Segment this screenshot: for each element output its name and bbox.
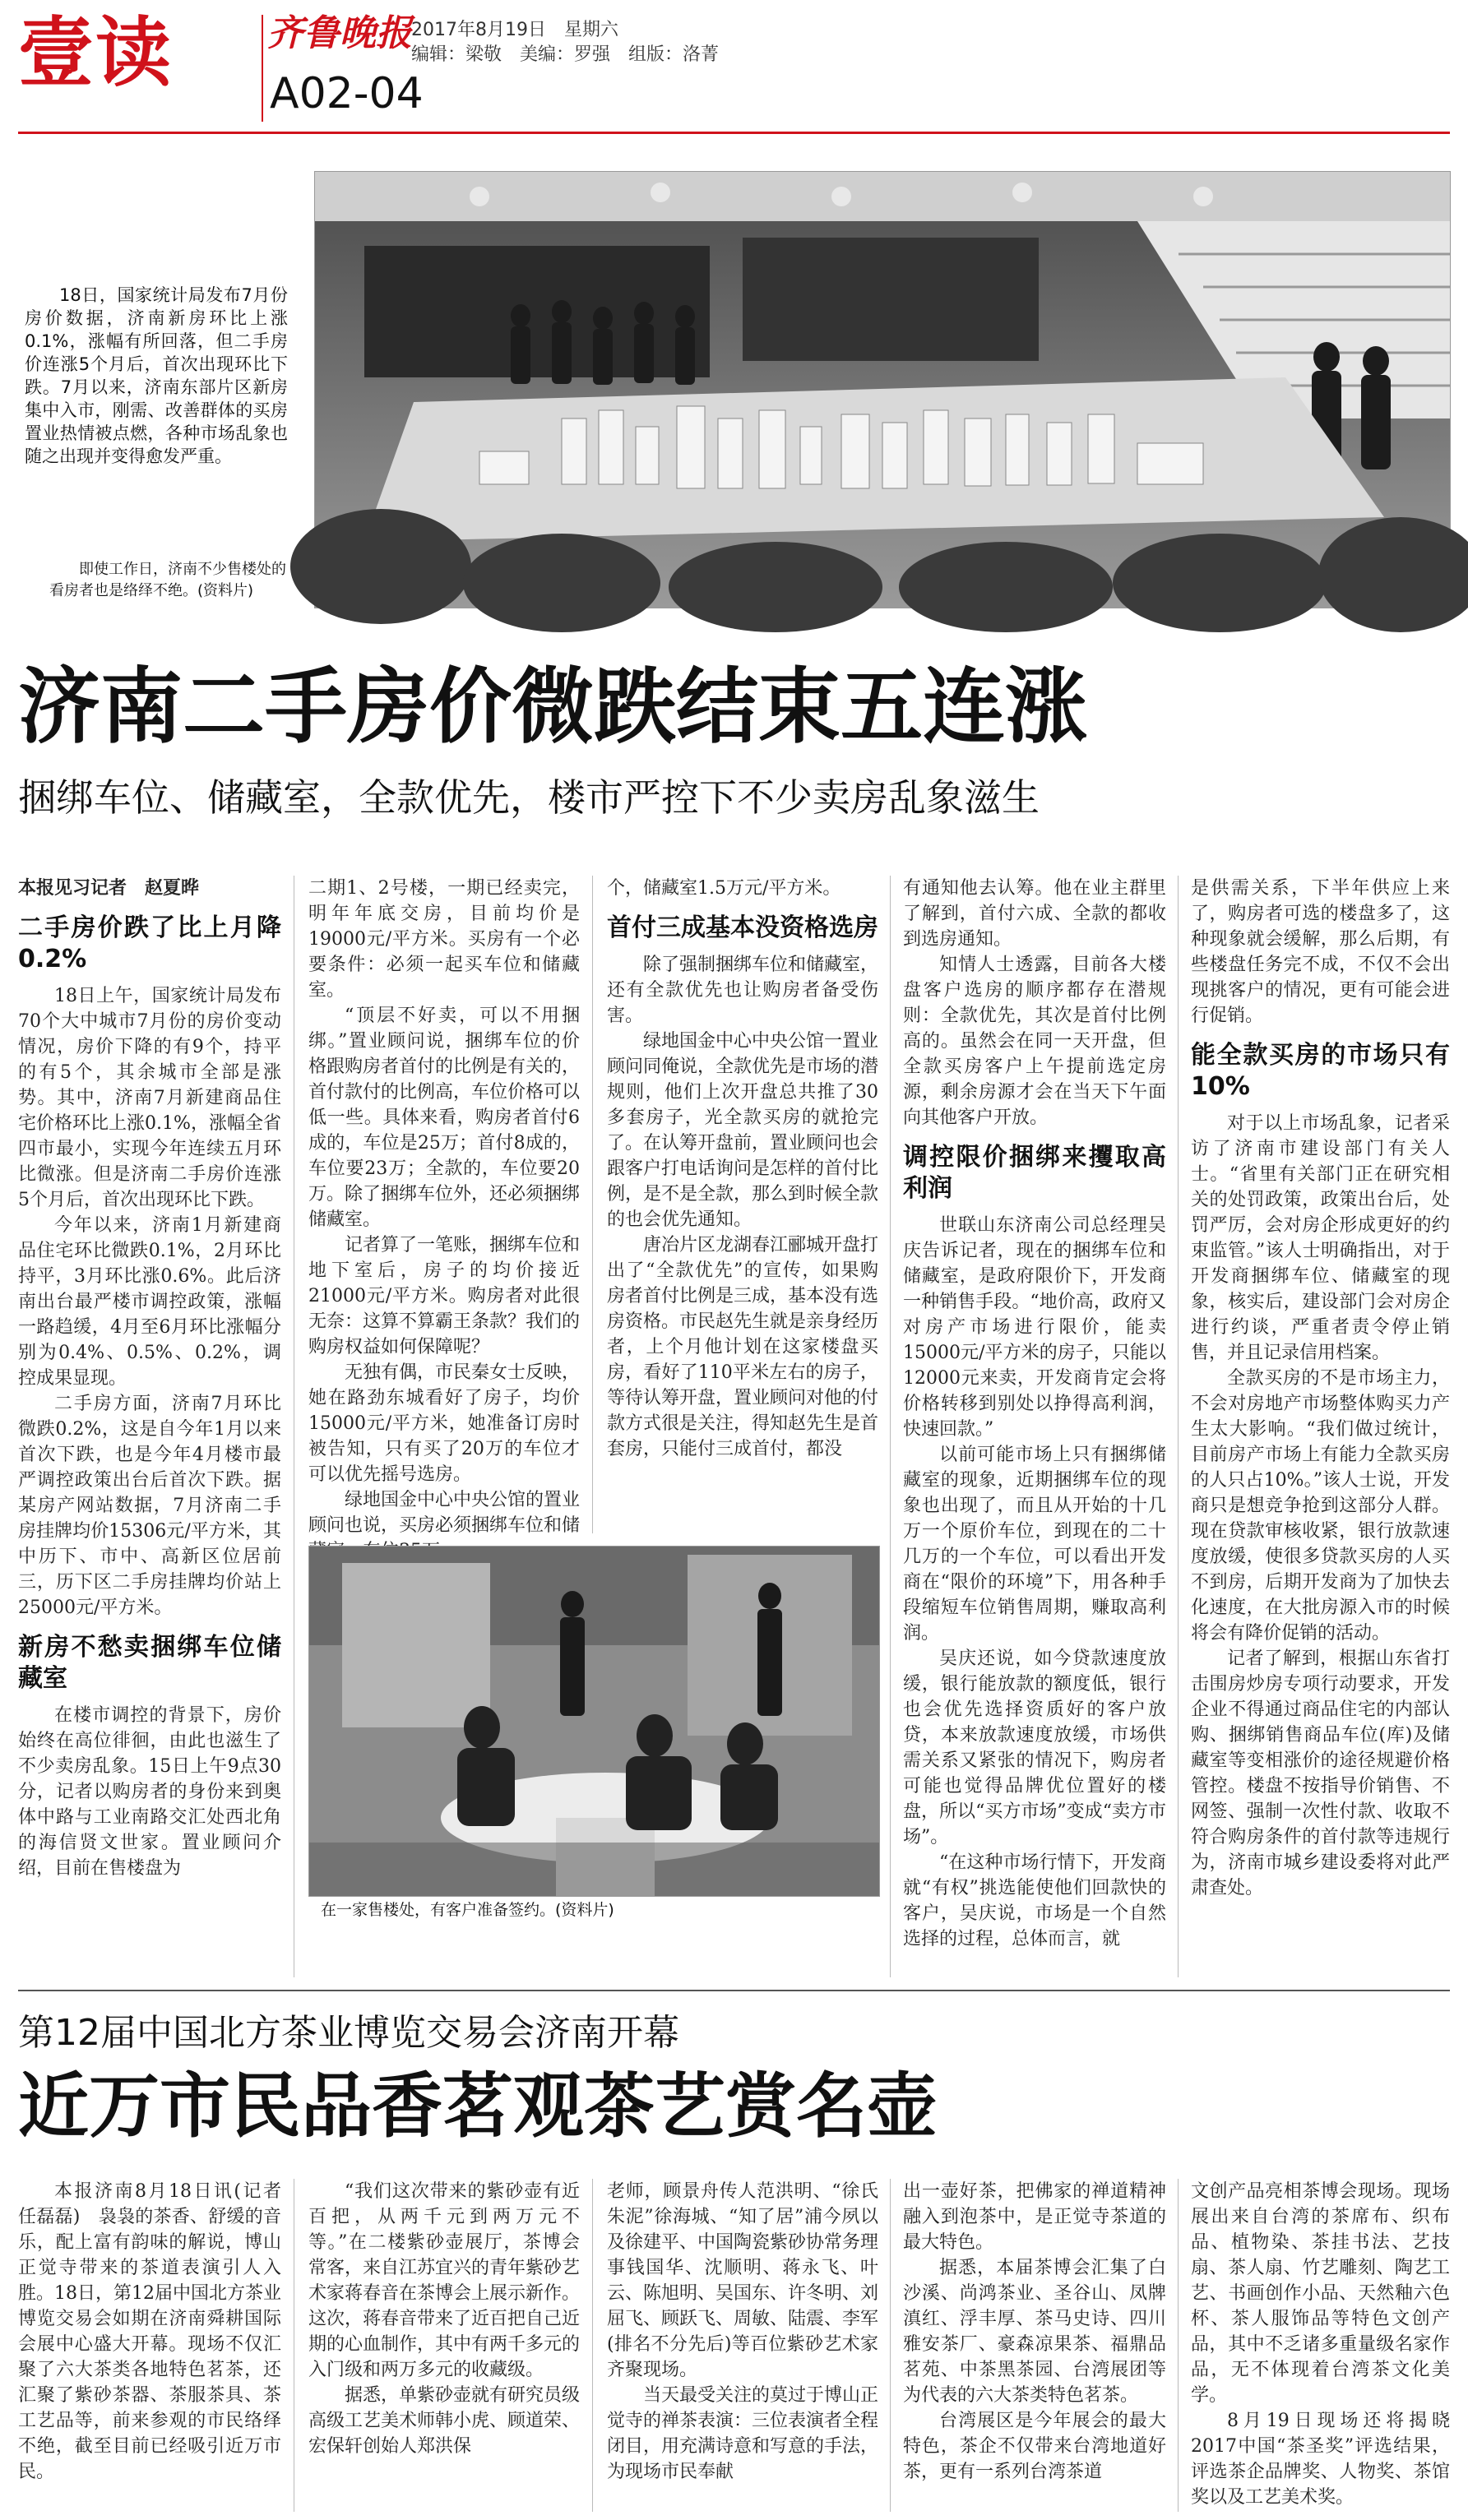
paragraph: 知情人士透露，目前各大楼盘客户选房的顺序都存在潜规则：全款优先，其次是首付比例高的。虽然会在同一天开盘，但全款买房客户上午提前选定房源，剩余房源才会在当天下午面向其他客户开放。 (903, 955, 1166, 1128)
sales-office-photo (314, 171, 1451, 608)
column-rule (890, 876, 891, 1977)
paragraph: 记者了解到，根据山东省打击围房炒房专项行动要求，开发企业不得通过商品住宅的内部认购、捆绑销售商品车位(库)及储藏室等变相涨价的途径规避价格管控。楼盘不按指导价销售、不网签、强制一次性付款、收取不符合购房条件的首付款等违规行为，济南市城乡建设委将对此严肃查处。 (1191, 1648, 1450, 1898)
paragraph: 唐冶片区龙湖春江郦城开盘打出了“全款优先”的宣传，如果购房者首付比例是三成，基本没有选房资格。市民赵先生就是亲身经历者，上个月他计划在这家楼盘买房，看好了110平米左右的房子，等待认筹开盘，置业顾问对他的付款方式很是关注，得知赵先生是首套房，只能付三成首付，都没 (607, 1235, 879, 1459)
paragraph: 文创产品亮相茶博会现场。现场展出来自台湾的茶席布、织布品、植物染、茶挂书法、艺技扇、茶人扇、竹艺雕刻、陶艺工艺、书画创作小品、天然釉六色杯、茶人服饰品等特色文创产品，其中不乏诸多重量级名家作品，无不体现着台湾茶文化美学。 (1191, 2181, 1450, 2406)
bottom-column-5 (1191, 2179, 1450, 2512)
paragraph: “我们这次带来的紫砂壶有近百把，从两千元到两万元不等。”在二楼紫砂壶展厅，茶博会常客，来自江苏宜兴的青年紫砂艺术家蒋春音在茶博会上展示新作。这次，蒋春音带来了近百把自己近期的心血制作，其中有两千多元的入门级和两万多元的收藏级。 (308, 2181, 581, 2380)
paragraph: 台湾展区是今年展会的最大特色，茶企不仅带来台湾地道好茶，更有一系列台湾茶道 (903, 2411, 1166, 2482)
paragraph: 个，储藏室1.5万元/平方米。 (607, 878, 841, 899)
column-rule (1178, 2179, 1179, 2512)
bottom-headline: 近万市民品香茗观茶艺赏名壶 (18, 2065, 938, 2148)
paragraph: 据悉，本届茶博会汇集了白沙溪、尚鸿茶业、圣谷山、凤牌滇红、浮丰厚、茶马史诗、四川雅安茶厂、豪森凉果茶、福鼎品茗苑、中茶黑茶园、台湾展团等为代表的六大茶类特色茗茶。 (903, 2258, 1166, 2406)
column-rule (1178, 876, 1179, 1977)
article-column-3 (607, 876, 878, 1533)
paragraph: 对于以上市场乱象，记者采访了济南市建设部门有关人士。“省里有关部门正在研究相关的处罚政策，政策出台后，处罚严厉，会对房企形成更好的约束监管。”该人士明确指出，对于开发商捆绑车位、储藏室的现象，核实后，建设部门会对房企进行约谈，严重者责令停止销售，并且记录信用档案。 (1191, 1113, 1450, 1363)
photo-caption: 即使工作日，济南不少售楼处的看房者也是络绎不绝。(资料片) (49, 561, 286, 599)
kicker-headline: 第12届中国北方茶业博览交易会济南开幕 (18, 2012, 679, 2054)
paragraph: 当天最受关注的莫过于博山正觉寺的禅茶表演：三位表演者全程闭目，用充满诗意和写意的手法，为现场市民奉献 (607, 2385, 879, 2482)
paragraph: 二手房方面，济南7月环比微跌0.2%，这是自今年1月以来首次下跌，也是今年4月楼市最严调控政策出台后首次下跌。据某房产网站数据，7月济南二手房挂牌均价15306元/平方米，其中历下、市中、高新区位居前三，历下区二手房挂牌均价站上25000元/平方米。 (18, 1394, 281, 1618)
paragraph: 在楼市调控的背景下，房价始终在高位徘徊，由此也滋生了不少卖房乱象。15日上午9点30分，记者以购房者的身份来到奥体中路与工业南路交汇处西北角的海信贤文世家。置业顾问介绍，目前在售楼盘为 (18, 1705, 281, 1879)
photo-caption: 在一家售楼处，有客户准备签约。(资料片) (321, 1901, 614, 1919)
column-rule (592, 2179, 593, 2512)
paragraph: 世联山东济南公司总经理吴庆告诉记者，现在的捆绑车位和储藏室，是政府限价下，开发商一种销售手段。“地价高，政府又对房产市场进行限价，能卖15000元/平方米的房子，只能以12000元来卖，开发商肯定会将价格转移到别处以挣得高利润，快速回款。” (903, 1215, 1166, 1440)
story-divider (18, 1990, 1450, 1991)
paragraph: 二期1、2号楼，一期已经卖完，明年年底交房，目前均价是19000元/平方米。买房有一个必要条件：必须一起买车位和储藏室。 (308, 878, 580, 1001)
byline: 本报见习记者 赵夏晔 (18, 878, 200, 899)
masthead-rule (18, 132, 1450, 134)
section-heading: 首付三成基本没资格选房 (607, 913, 878, 942)
newspaper-logo: 齐鲁晚报 (267, 12, 412, 54)
paragraph: 8月19日现场还将揭晓2017中国“茶圣奖”评选结果，评选茶企品牌奖、人物奖、茶馆奖以及工艺美术奖。 (1191, 2411, 1450, 2508)
masthead-divider (262, 15, 263, 122)
bottom-column-4 (903, 2179, 1166, 2512)
paragraph: 除了强制捆绑车位和储藏室，还有全款优先也让购房者备受伤害。 (607, 955, 879, 1026)
paragraph: 本报济南8月18日讯(记者 任磊磊) 袅袅的茶香、舒缓的音乐，配上富有韵味的解说，博山正觉寺带来的茶道表演引人入胜。18日，第12届中国北方茶业博览交易会如期在济南舜耕国际会展中心盛大开幕。现场不仅汇聚了六大茶类各地特色茗茶，还汇聚了紫砂茶器、茶服茶具、茶工艺品等，前来参观的市民络绎不绝，截至目前已经吸引近万市民。 (18, 2181, 281, 2482)
bottom-column-2 (308, 2179, 580, 2512)
paragraph: 18日上午，国家统计局发布70个大中城市7月份的房价变动情况，房价下降的有9个，持平的有5个，其余城市全部是涨势。其中，济南7月新建商品住宅价格环比上涨0.1%，涨幅全省四市最小，实现今年连续五月环比微涨。但是济南二手房价连涨5个月后，首次出现环比下跌。 (18, 986, 281, 1210)
paragraph: 无独有偶，市民秦女士反映，她在路劲东城看好了房子，均价15000元/平方米，她准备订房时被告知，只有买了20万的车位才可以优先摇号选房。 (308, 1362, 581, 1485)
article-column-1 (18, 876, 281, 1977)
paragraph: 是供需关系，下半年供应上来了，购房者可选的楼盘多了，这种现象就会缓解，那么后期，有些楼盘任务完不成，不仅不会出现挑客户的情况，更有可能会进行促销。 (1191, 878, 1450, 1026)
staff-line: 编辑：梁敬 美编：罗强 组版：洛菁 (411, 44, 720, 65)
section-heading: 二手房价跌了比上月降0.2% (18, 913, 281, 973)
main-headline: 济南二手房价微跌结束五连涨 (18, 659, 1087, 755)
bottom-column-3 (607, 2179, 878, 2512)
section-heading: 新房不愁卖捆绑车位储藏室 (18, 1633, 281, 1693)
lead-paragraph: 18日，国家统计局发布7月份房价数据，济南新房环比上涨0.1%，涨幅有所回落，但二手房价连涨5个月后，首次出现环比下跌。7月以来，济南东部片区新房集中入市，刚需、改善群体的买房置业热情被点燃，各种市场乱象也随之出现并变得愈发严重。 (25, 285, 288, 466)
paragraph: 老师，顾景舟传人范洪明、“徐氏朱泥”徐海城、“知了居”浦今夙以及徐建平、中国陶瓷紫砂协常务理事钱国华、沈顺明、蒋永飞、叶云、陈旭明、吴国东、许冬明、刘屈飞、顾跃飞、周敏、陆震、李军(排名不分先后)等百位紫砂艺术家齐聚现场。 (607, 2181, 879, 2380)
paragraph: “在这种市场行情下，开发商就“有权”挑选能使他们回款快的客户，吴庆说，市场是一个自然选择的过程，总体而言，就 (903, 1852, 1166, 1949)
paragraph: 以前可能市场上只有捆绑储藏室的现象，近期捆绑车位的现象也出现了，而且从开始的十几万一个原价车位，到现在的二十几万的一个车位，可以看出开发商在“限价的环境”下，用各种手段缩短车位销售周期，赚取高利润。 (903, 1445, 1166, 1644)
section-heading: 能全款买房的市场只有10% (1191, 1041, 1450, 1101)
paragraph: 据悉，单紫砂壶就有研究员级高级工艺美术师韩小虎、顾道荣、宏保轩创始人郑洪保 (308, 2385, 581, 2457)
paragraph: 记者算了一笔账，捆绑车位和地下室后，房子的均价接近21000元/平方米。购房者对此很无奈：这算不算霸王条款？我们的购房权益如何保障呢？ (308, 1235, 581, 1357)
article-column-2 (308, 876, 581, 1536)
paragraph: 有通知他去认筹。他在业主群里了解到，首付六成、全款的都收到选房通知。 (903, 878, 1166, 950)
section-brand: 壹读 (18, 9, 174, 97)
paragraph: 绿地国金中心中央公馆一置业顾问同俺说，全款优先是市场的潜规则，他们上次开盘总共推了30多套房子，光全款买房的就抢完了。在认筹开盘前，置业顾问也会跟客户打电话询问是怎样的首付比例，是不是全款，那么到时候全款的也会优先通知。 (607, 1031, 879, 1230)
paragraph: “顶层不好卖，可以不用捆绑。”置业顾问说，捆绑车位的价格跟购房者首付的比例是有关的，首付款付的比例高，车位价格可以低一些。具体来看，购房者首付6成的，车位是25万；首付8成的，车位要23万；全款的，车位要20万。除了捆绑车位外，还必须捆绑储藏室。 (308, 1006, 581, 1230)
paragraph: 吴庆还说，如今贷款速度放缓，银行能放款的额度低，银行也会优先选择资质好的客户放贷，本来放款速度放缓，市场供需关系又紧张的情况下，购房者可能也觉得品牌优位置好的楼盘，所以“买方市场”变成“卖方市场”。 (903, 1648, 1166, 1847)
column-rule (592, 876, 593, 1533)
page-number: A02-04 (270, 69, 424, 118)
article-column-5 (1191, 876, 1450, 1977)
paragraph: 今年以来，济南1月新建商品住宅环比微跌0.1%，2月环比持平，3月环比涨0.6%。此后济南出台最严楼市调控政策，涨幅一路趋缓，4月至6月环比涨幅分别为0.4%、0.5%、0.2%，调控成果显现。 (18, 1215, 281, 1389)
article-column-4 (903, 876, 1166, 1977)
section-heading: 调控限价捆绑来攫取高利润 (903, 1143, 1166, 1203)
signing-photo (308, 1546, 880, 1897)
sales-office-photo-art (315, 172, 1450, 608)
column-rule (890, 2179, 891, 2512)
paragraph: 绿地国金中心中央公馆的置业顾问也说，买房必须捆绑车位和储 (308, 1490, 581, 1536)
signing-photo-art (309, 1547, 879, 1896)
date-line: 2017年8月19日 星期六 (411, 20, 618, 40)
sub-headline: 捆绑车位、储藏室，全款优先，楼市严控下不少卖房乱象滋生 (18, 775, 1040, 820)
bottom-column-1 (18, 2179, 281, 2512)
paragraph: 出一壶好茶，把佛家的禅道精神融入到泡茶中，是正觉寺茶道的最大特色。 (903, 2181, 1166, 2253)
paragraph: 全款买房的不是市场主力，不会对房地产市场整体购买力产生太大影响。“我们做过统计，目前房产市场上有能力全款买房的人只占10%。”该人士说，开发商只是想竞争抢到这部分人群。现在贷款审核收紧，银行放款速度放缓，使很多贷款买房的人买不到房，后期开发商为了加快去化速度，在大批房源入市的时候将会有降价促销的活动。 (1191, 1368, 1450, 1644)
